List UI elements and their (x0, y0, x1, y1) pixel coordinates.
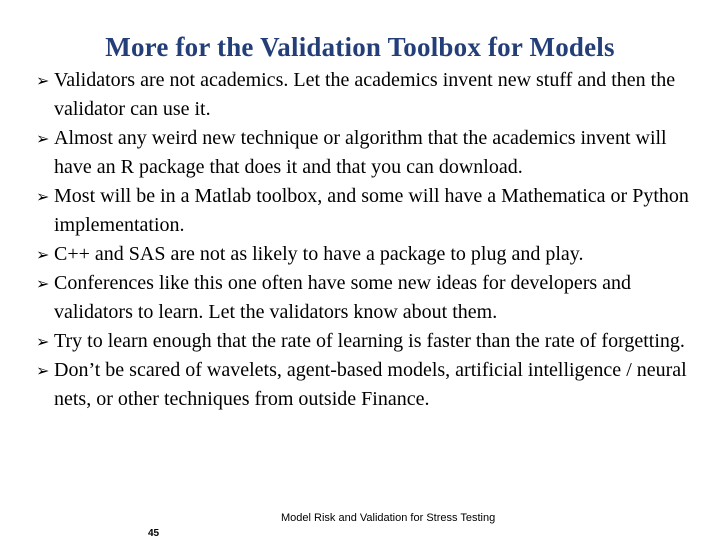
bullet-text: Conferences like this one often have some new ideas for developers and validators to learn. Let the validators know about them. (54, 272, 632, 323)
bullet-text: Almost any weird new technique or algorithm that the academics invent will have an R package that does it and that you can download. (54, 127, 667, 178)
arrow-bullet-icon: ➢ (36, 187, 50, 206)
arrow-bullet-icon: ➢ (36, 129, 50, 148)
bullet-item (36, 124, 706, 182)
arrow-bullet-icon: ➢ (36, 332, 50, 351)
slide-title: More for the Validation Toolbox for Models (105, 32, 615, 62)
arrow-bullet-icon: ➢ (36, 361, 50, 380)
arrow-bullet-icon: ➢ (36, 274, 50, 293)
bullet-text: Don’t be scared of wavelets, agent-based models, artificial intelligence / neural nets, or other techniques from outside Finance. (54, 359, 687, 410)
bullet-item (36, 182, 706, 240)
bullet-text: Most will be in a Matlab toolbox, and some will have a Mathematica or Python implementation. (54, 185, 689, 236)
bullet-item (36, 269, 706, 327)
bullet-item (36, 327, 706, 356)
bullet-item (36, 240, 706, 269)
bullet-text: Validators are not academics. Let the academics invent new stuff and then the validator can use it. (54, 69, 676, 120)
slide-footer: Model Risk and Validation for Stress Testing (281, 512, 496, 524)
arrow-bullet-icon: ➢ (36, 245, 50, 264)
bullet-item (36, 356, 706, 414)
bullet-list (36, 66, 706, 414)
bullet-text: C++ and SAS are not as likely to have a package to plug and play. (54, 243, 584, 265)
bullet-text: Try to learn enough that the rate of learning is faster than the rate of forgetting. (54, 330, 685, 352)
arrow-bullet-icon: ➢ (36, 71, 50, 90)
bullet-item (36, 66, 706, 124)
page-number: 45 (148, 528, 160, 539)
